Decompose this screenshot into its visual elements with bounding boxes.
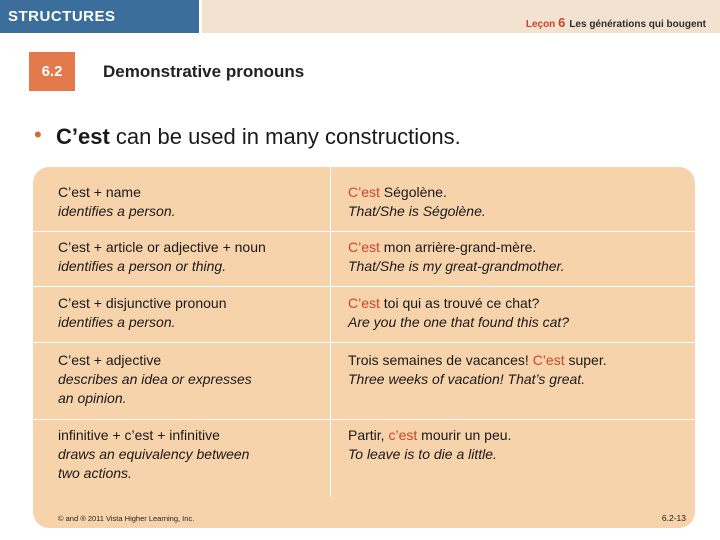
bullet-icon: • — [34, 122, 42, 147]
example-translation: To leave is to die a little. — [348, 446, 497, 462]
example-highlight: C’est — [348, 295, 380, 311]
row-divider — [33, 286, 695, 287]
example-sentence: Partir, c’est mourir un peu. — [348, 427, 512, 443]
row-divider — [33, 419, 695, 420]
rule-cell — [58, 351, 252, 408]
header-lesson-band — [202, 0, 720, 33]
rule-cell — [58, 426, 249, 483]
example-translation: That/She is my great-grandmother. — [348, 258, 565, 274]
rule-description: an opinion. — [58, 390, 127, 406]
rule-description: draws an equivalency between — [58, 446, 250, 462]
rule-description: identifies a person or thing. — [58, 258, 227, 274]
header-section-band — [0, 0, 199, 33]
example-cell — [348, 294, 569, 332]
rule-description: identifies a person. — [58, 203, 176, 219]
header-section-label: STRUCTURES — [8, 8, 116, 25]
rule-title: C’est + adjective — [58, 352, 162, 368]
row-divider — [33, 342, 695, 343]
page-number: 6.2-13 — [661, 513, 686, 523]
rule-cell — [58, 183, 176, 221]
rule-cell — [58, 238, 266, 276]
copyright-notice: © and ® 2011 Vista Higher Learning, Inc. — [58, 514, 195, 523]
lesson-prefix: Leçon — [525, 19, 556, 30]
rule-title: C’est + disjunctive pronoun — [58, 295, 227, 311]
example-highlight: C’est — [348, 239, 380, 255]
example-cell — [348, 183, 486, 221]
example-translation: Are you the one that found this cat? — [348, 314, 570, 330]
example-highlight: c’est — [388, 427, 418, 443]
bullet-text — [56, 124, 461, 150]
example-cell — [348, 426, 511, 464]
column-divider — [330, 167, 331, 497]
rule-description: two actions. — [58, 465, 132, 481]
example-translation: That/She is Ségolène. — [348, 203, 486, 219]
rule-cell — [58, 294, 227, 332]
example-highlight: C’est — [532, 352, 565, 368]
rule-description: describes an idea or expresses — [58, 371, 252, 387]
lesson-title — [526, 15, 706, 30]
example-cell — [348, 351, 607, 389]
rule-title: C’est + article or adjective + noun — [58, 239, 266, 255]
lesson-name: Les générations qui bougent — [569, 19, 706, 30]
rule-title: C’est + name — [58, 184, 141, 200]
bullet-rest: can be used in many constructions. — [109, 124, 461, 149]
rule-title: infinitive + c’est + infinitive — [58, 427, 220, 443]
example-cell — [348, 238, 565, 276]
bullet-bold: C’est — [56, 124, 110, 149]
lesson-number: 6 — [558, 15, 566, 30]
section-number: 6.2 — [29, 52, 75, 91]
row-divider — [33, 231, 695, 232]
example-highlight: C’est — [348, 184, 380, 200]
example-sentence: C’est toi qui as trouvé ce chat? — [348, 295, 540, 311]
rule-description: identifies a person. — [58, 314, 176, 330]
section-title: Demonstrative pronouns — [103, 62, 305, 81]
example-sentence: C’est Ségolène. — [348, 184, 447, 200]
example-sentence: C’est mon arrière-grand-mère. — [348, 239, 537, 255]
example-translation: Three weeks of vacation! That’s great. — [348, 371, 586, 387]
example-sentence: Trois semaines de vacances! C’est super. — [348, 352, 607, 368]
